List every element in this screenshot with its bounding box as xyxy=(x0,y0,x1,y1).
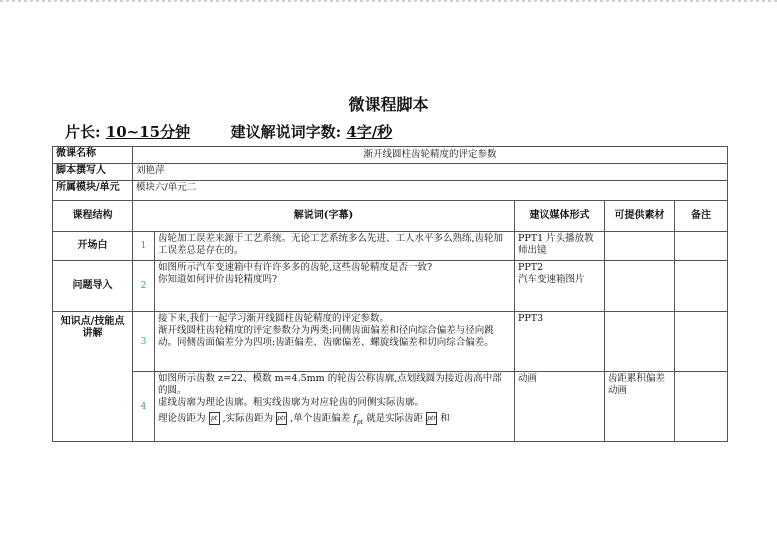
rate-value: 4字/秒 xyxy=(346,123,393,141)
duration-rate-line xyxy=(65,121,392,142)
table-row xyxy=(53,372,728,442)
row-materials xyxy=(605,261,675,312)
script-table xyxy=(52,146,728,442)
row-structure: 开场白 xyxy=(53,232,133,261)
table-row xyxy=(53,232,728,261)
header-remarks: 备注 xyxy=(675,201,728,232)
document-title: 微课程脚本 xyxy=(348,95,429,114)
row-remarks xyxy=(675,312,728,372)
author-label: 脚本撰写人 xyxy=(53,164,133,181)
duration-label: 片长: xyxy=(65,123,101,141)
row-materials xyxy=(605,312,675,372)
row-media: PPT3 xyxy=(515,312,605,372)
author: 刘艳萍 xyxy=(133,164,728,181)
row-media: 动画 xyxy=(515,372,605,442)
row-structure: 知识点/技能点讲解 xyxy=(53,312,133,442)
row-media: PPT1 片头播放教师出镜 xyxy=(515,232,605,261)
row-remarks xyxy=(675,232,728,261)
top-dotted-rule xyxy=(0,0,777,2)
row-materials xyxy=(605,232,675,261)
row-number: 2 xyxy=(133,261,155,312)
row-number: 4 xyxy=(133,372,155,442)
theory-pitch-symbol: pt xyxy=(209,412,220,425)
row-remarks xyxy=(675,372,728,442)
rate-label: 建议解说词字数: xyxy=(230,123,342,141)
row-narration: 齿轮加工误差来源于工艺系统。无论工艺系统多么先进、工人水平多么熟练,齿轮加工误差总是存在的。 xyxy=(155,232,515,261)
header-structure: 课程结构 xyxy=(53,201,133,232)
row-remarks xyxy=(675,261,728,312)
duration-value: 10~15分钟 xyxy=(105,123,191,141)
table-row xyxy=(53,261,728,312)
actual-pitch-symbol: ptr xyxy=(276,412,287,425)
info-row-module xyxy=(53,181,728,201)
row-media: PPT2 汽车变速箱图片 xyxy=(515,261,605,312)
course-name: 渐开线圆柱齿轮精度的评定参数 xyxy=(133,147,728,164)
row-narration: 如图所示汽车变速箱中有许许多多的齿轮,这些齿轮精度是否一致? 你知道如何评价齿轮精度吗? xyxy=(155,261,515,312)
row-number: 1 xyxy=(133,232,155,261)
pitch-deviation-symbol: $f_{pt}$ xyxy=(353,413,364,426)
course-name-label: 微课名称 xyxy=(53,147,133,164)
module-label: 所属模块/单元 xyxy=(53,181,133,201)
table-row xyxy=(53,312,728,372)
header-row xyxy=(53,201,728,232)
header-materials: 可提供素材 xyxy=(605,201,675,232)
info-row-author xyxy=(53,164,728,181)
header-media: 建议媒体形式 xyxy=(515,201,605,232)
row-narration: 接下来,我们一起学习渐开线圆柱齿轮精度的评定参数。 渐开线圆柱齿轮精度的评定参数分为两类:同侧齿面偏差和径向综合偏差与径向跳动。同侧齿面偏差分为四项:齿距偏差、齿廓偏差、螺旋线偏差和切向综合偏差。 xyxy=(155,312,515,372)
info-row-course xyxy=(53,147,728,164)
row-narration: 如图所示齿数 z=22、模数 m=4.5mm 的轮齿公称齿廓,点划线圆为接近齿高中部的圆。 虚线齿廓为理论齿廓。粗实线齿廓为对应轮齿的同侧实际齿廓。 理论齿距为 pt ,实际齿距为 ptr ,单个齿距偏差 $f_{pt}$ 就是实际齿距 ptr 和 xyxy=(155,372,515,442)
row-structure: 问题导入 xyxy=(53,261,133,312)
header-narration: 解说词(字幕) xyxy=(133,201,515,232)
row-materials: 齿距累积偏差动画 xyxy=(605,372,675,442)
actual-pitch-symbol-2: ptr xyxy=(426,412,437,425)
row-number: 3 xyxy=(133,312,155,372)
module: 模块六/单元二 xyxy=(133,181,728,201)
